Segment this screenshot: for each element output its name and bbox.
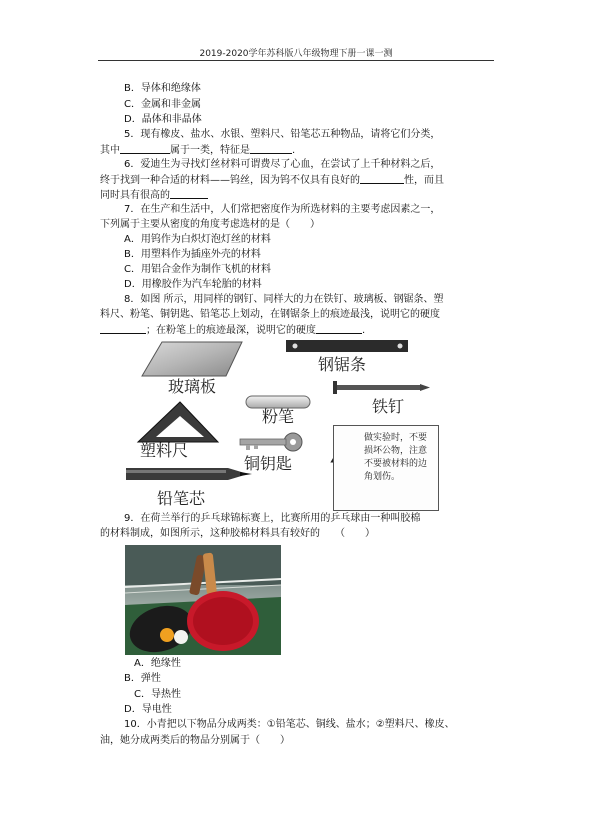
q7-option-b: B．用塑料作为插座外壳的材料 [124,249,261,260]
q6-line-3 [100,188,208,203]
q7-line-1: 7．在生产和生活中，人们常把密度作为所选材料的主要考虑因素之一， [124,204,441,215]
q9-option-a: A．绝缘性 [134,658,181,669]
q9-option-d: D．导电性 [124,704,172,715]
q6-blank-2 [170,188,208,199]
label-pencil-lead: 铅笔芯 [157,489,206,508]
q7-line-2: 下列属于主要从密度的角度考虑选材的是（ ） [100,219,320,230]
q8-text-2: . [362,325,366,336]
q8-blank-1 [100,323,146,334]
pencil-lead-icon [126,468,252,480]
q5-blank-1 [120,143,170,154]
plastic-ruler-icon [138,402,218,442]
glass-plate-icon [142,342,242,376]
q5-text-2: 属于一类，特征是 [170,145,250,156]
iron-nail-icon [333,381,430,394]
q8-line-2: 料尺、粉笔、铜钥匙、铅笔芯上划动，在钢锯条上的痕迹最浅，说明它的硬度 [100,309,440,320]
label-plastic-ruler: 塑料尺 [140,441,189,460]
label-copper-key: 铜钥匙 [244,454,293,473]
q8-line-1: 8．如图 所示，用同样的钢钉、同样大的力在铁钉、玻璃板、钢锯条、塑 [124,294,444,305]
label-iron-nail: 铁钉 [372,397,405,416]
q10-line-1: 10．小青把以下物品分成两类：①铅笔芯、铜线、盐水；②塑料尺、橡皮、 [124,719,455,730]
header-rule [98,60,494,61]
label-glass-plate: 玻璃板 [168,377,217,396]
q7-option-c: C．用铝合金作为制作飞机的材料 [124,264,271,275]
q8-text-1: ；在粉笔上的痕迹最深，说明它的硬度 [146,325,316,336]
page-header: 2019-2020学年苏科版八年级物理下册一课一测 [199,49,393,59]
q8-blank-2 [316,323,362,334]
q7-option-a: A．用钨作为白炽灯泡灯丝的材料 [124,234,271,245]
safety-note [333,425,439,511]
q10-line-2: 油，她分成两类后的物品分别属于（ ） [100,735,290,746]
saw-blade-icon [286,340,408,352]
label-chalk: 粉笔 [262,407,295,426]
option-c-prev: C．金属和非金属 [124,99,201,110]
label-saw-blade: 钢锯条 [318,355,367,374]
ping-pong-paddles-icon [125,545,281,655]
q6-text-1: 终于找到一种合适的材料——钨丝，因为钨不仅具有良好的 [100,175,360,186]
q6-line-2 [100,173,444,188]
q5-text-3: . [292,145,296,156]
q9-option-c: C．导热性 [134,689,181,700]
option-b-prev: B．导体和绝缘体 [124,83,201,94]
q6-blank-1 [360,173,404,184]
option-d-prev: D．晶体和非晶体 [124,114,202,125]
q5-line-1: 5．现有橡皮、盐水、水银、塑料尺、铅笔芯五种物品，请将它们分类， [124,129,441,140]
q9-line-2: 的材料制成，如图所示，这种胶棉材料具有较好的 （ ） [100,528,375,539]
q6-text-2: 性，而且 [404,175,444,186]
q5-text-1: 其中 [100,145,120,156]
q9-option-b: B．弹性 [124,673,161,684]
copper-key-icon [240,433,302,451]
ping-pong-photo [125,545,281,655]
q6-line-1: 6．爱迪生为寻找灯丝材料可谓费尽了心血，在尝试了上千种材料之后， [124,159,441,170]
q9-line-1: 9．在荷兰举行的乒乓球锦标赛上，比赛所用的乒乓球由一种叫胶棉 [124,513,421,524]
safety-note-text: 做实验时，不要损坏公物，注意不要被材料的边角划伤。 [364,433,428,482]
q7-option-d: D．用橡胶作为汽车轮胎的材料 [124,279,262,290]
q6-text-3: 同时具有很高的 [100,190,170,201]
q5-line-2 [100,143,295,158]
q5-blank-2 [250,143,292,154]
